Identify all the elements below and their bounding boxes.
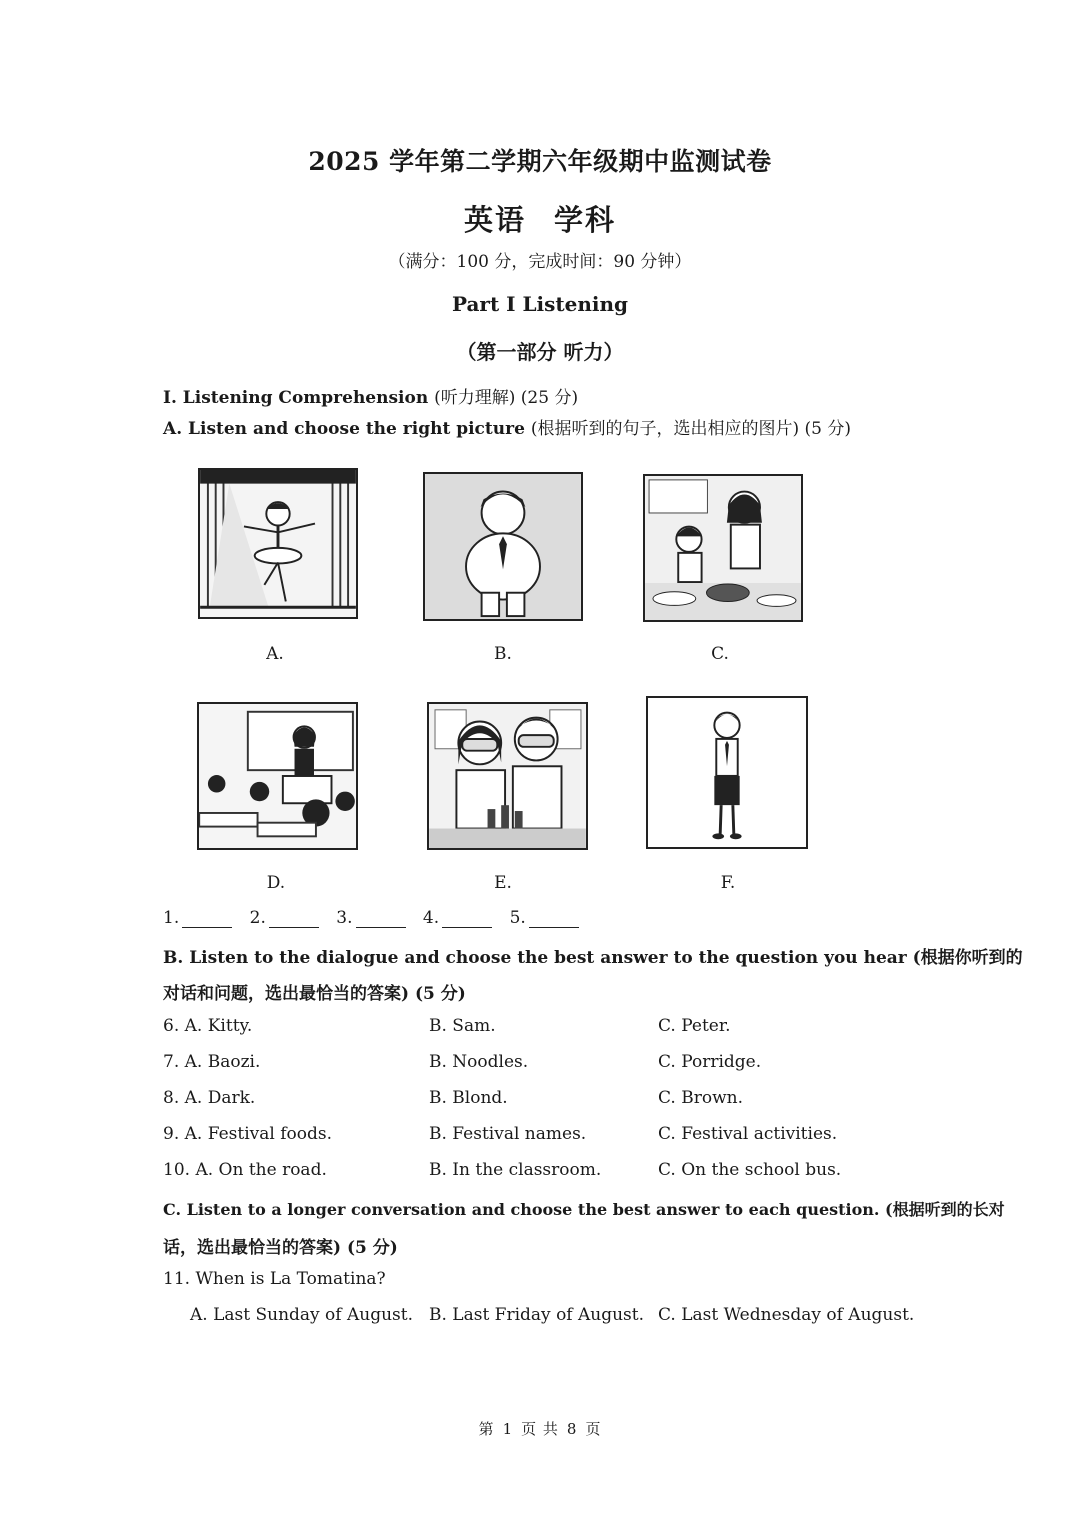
blank-label-4: 4. bbox=[422, 908, 440, 928]
question-7-option-a[interactable]: 7. A. Baozi. bbox=[163, 1052, 261, 1072]
picture-label-f: F. bbox=[720, 873, 736, 893]
question-8-option-c[interactable]: C. Brown. bbox=[658, 1088, 743, 1108]
page-number: 1 bbox=[502, 1420, 514, 1438]
blank-label-5: 5. bbox=[509, 908, 526, 928]
section-1-title-cn: (听力理解) (25 分) bbox=[434, 388, 579, 408]
teacher-classroom-icon bbox=[197, 702, 358, 850]
question-9-option-b[interactable]: B. Festival names. bbox=[429, 1124, 587, 1144]
question-10-option-a[interactable]: 10. A. On the road. bbox=[163, 1160, 327, 1180]
making-dumplings-icon bbox=[643, 474, 803, 622]
section-a-heading bbox=[163, 414, 851, 439]
chubby-boy-icon bbox=[423, 472, 583, 621]
picture-label-e: E. bbox=[494, 873, 512, 893]
question-9-option-c[interactable]: C. Festival activities. bbox=[658, 1124, 838, 1144]
blank-label-3: 3. bbox=[336, 908, 353, 928]
answer-blank-5[interactable] bbox=[529, 911, 579, 928]
boy-standing-icon bbox=[646, 696, 808, 849]
exam-meta: （满分：100 分，完成时间：90 分钟） bbox=[388, 252, 692, 272]
picture-label-d: D. bbox=[266, 873, 286, 893]
section-a-title-cn: (根据听到的句子，选出相应的图片) (5 分) bbox=[530, 419, 851, 439]
ballet-dancer-stage-icon bbox=[198, 468, 358, 619]
footer-suffix: 页 bbox=[585, 1420, 602, 1438]
section-b-heading-line1: B. Listen to the dialogue and choose the best answer to the question you hear (根据你听到的 bbox=[163, 948, 1023, 968]
answer-blank-3[interactable] bbox=[356, 911, 406, 928]
page-footer bbox=[0, 1418, 1080, 1439]
question-8-option-a[interactable]: 8. A. Dark. bbox=[163, 1088, 256, 1108]
question-11-option-b[interactable]: B. Last Friday of August. bbox=[429, 1305, 645, 1325]
question-6-option-b[interactable]: B. Sam. bbox=[429, 1016, 496, 1036]
question-10-option-c[interactable]: C. On the school bus. bbox=[658, 1160, 842, 1180]
subject-label: 学科 bbox=[554, 203, 617, 237]
subject-english: 英语 bbox=[463, 203, 526, 237]
picture-label-a: A. bbox=[266, 644, 284, 664]
part-title: Part I Listening bbox=[451, 292, 629, 316]
footer-mid: 页 共 bbox=[521, 1420, 559, 1438]
question-7-option-b[interactable]: B. Noodles. bbox=[429, 1052, 529, 1072]
question-6-option-c[interactable]: C. Peter. bbox=[658, 1016, 731, 1036]
answer-blank-4[interactable] bbox=[442, 911, 492, 928]
footer-prefix: 第 bbox=[478, 1420, 495, 1438]
page-total: 8 bbox=[566, 1420, 578, 1438]
question-9-option-a[interactable]: 9. A. Festival foods. bbox=[163, 1124, 332, 1144]
question-11-option-a[interactable]: A. Last Sunday of August. bbox=[190, 1305, 413, 1325]
question-8-option-b[interactable]: B. Blond. bbox=[429, 1088, 508, 1108]
question-6-option-a[interactable]: 6. A. Kitty. bbox=[163, 1016, 253, 1036]
section-c-heading-line1: C. Listen to a longer conversation and choose the best answer to each question. (根据听到的长对 bbox=[163, 1200, 1005, 1219]
answer-blank-2[interactable] bbox=[269, 911, 319, 928]
picture-label-c: C. bbox=[711, 644, 729, 664]
science-lab-students-icon bbox=[427, 702, 588, 850]
blank-label-2: 2. bbox=[249, 908, 266, 928]
question-11-text: 11. When is La Tomatina? bbox=[163, 1269, 386, 1289]
section-1-title: I. Listening Comprehension bbox=[163, 388, 429, 408]
blank-label-1: 1. bbox=[163, 908, 180, 928]
section-b-heading-line2: 对话和问题，选出最恰当的答案) (5 分) bbox=[163, 984, 466, 1004]
answer-blanks bbox=[163, 908, 591, 928]
picture-label-b: B. bbox=[494, 644, 512, 664]
section-1-heading bbox=[163, 383, 578, 408]
question-11-option-c[interactable]: C. Last Wednesday of August. bbox=[658, 1305, 915, 1325]
subject-title bbox=[0, 198, 1080, 239]
question-7-option-c[interactable]: C. Porridge. bbox=[658, 1052, 762, 1072]
exam-title: 2025 学年第二学期六年级期中监测试卷 bbox=[308, 147, 772, 176]
section-c-heading-line2: 话，选出最恰当的答案) (5 分) bbox=[163, 1238, 398, 1258]
part-title-cn: （第一部分 听力） bbox=[456, 340, 624, 364]
answer-blank-1[interactable] bbox=[182, 911, 232, 928]
section-a-title: A. Listen and choose the right picture bbox=[163, 419, 525, 439]
question-10-option-b[interactable]: B. In the classroom. bbox=[429, 1160, 602, 1180]
